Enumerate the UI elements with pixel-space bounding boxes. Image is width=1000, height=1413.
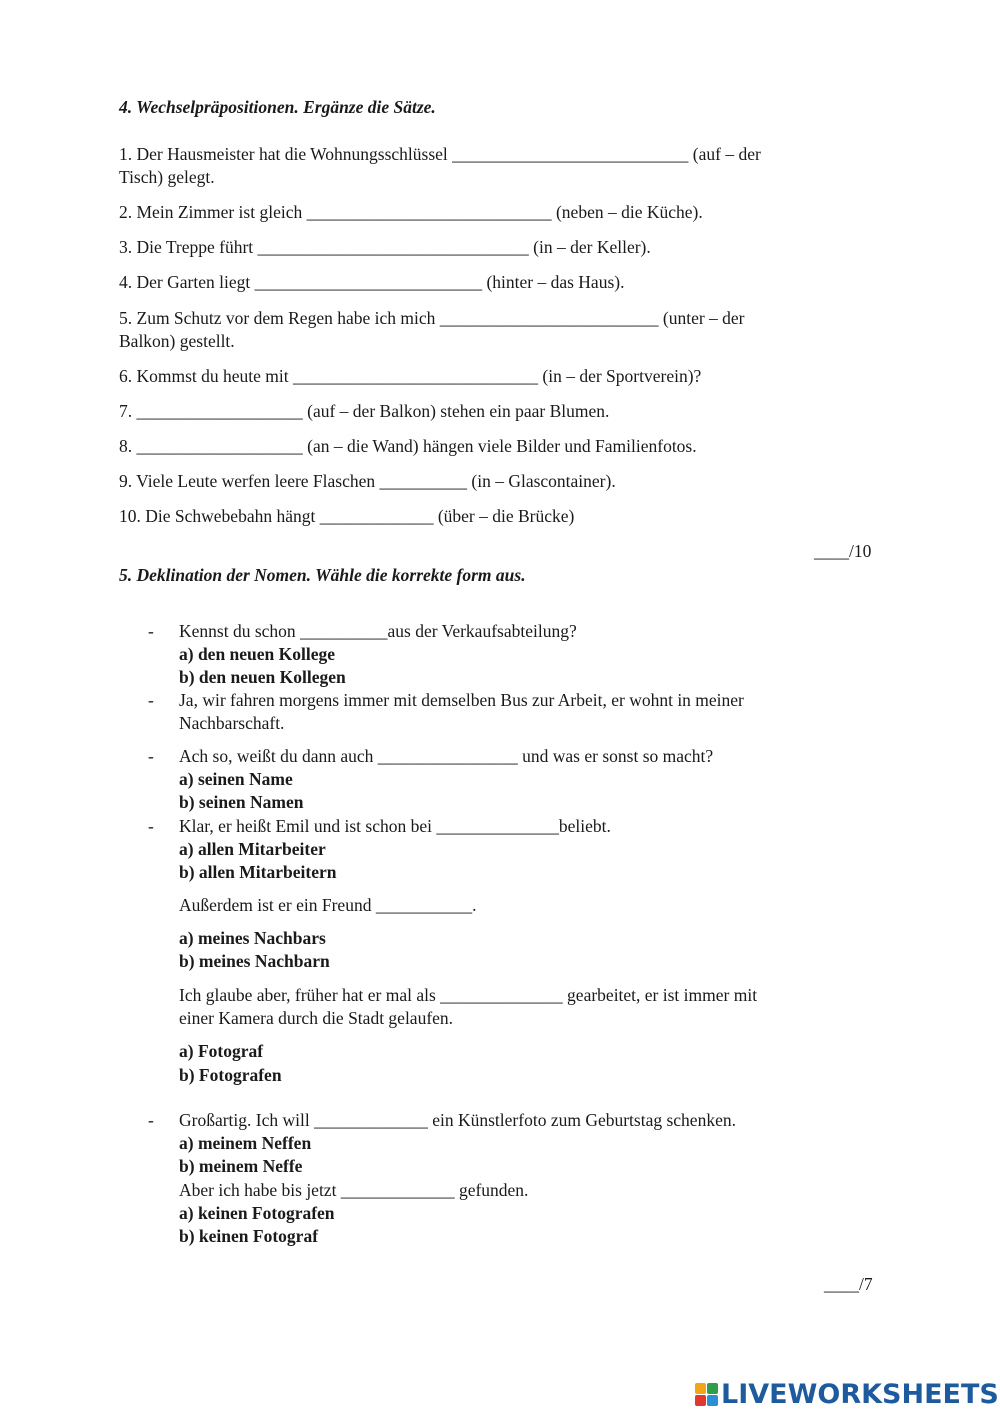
question-7-option-b[interactable]: b) keinen Fotograf	[179, 1226, 319, 1246]
exercise-item-3: 3. Die Treppe führt _______________________________ (in – der Keller).	[119, 237, 651, 257]
question-5-option-b[interactable]: b) Fotografen	[179, 1065, 282, 1085]
question-1-option-a[interactable]: a) den neuen Kollege	[179, 644, 336, 664]
question-1-option-b[interactable]: b) den neuen Kollegen	[179, 667, 346, 687]
question-4-option-b[interactable]: b) meines Nachbarn	[179, 951, 330, 971]
exercise-item-1-line2: Tisch) gelegt.	[119, 167, 215, 187]
question-5-line1: Ich glaube aber, früher hat er mal als ______________ gearbeitet, er ist immer mit	[179, 985, 758, 1005]
dialog-answer-line2: Nachbarschaft.	[179, 713, 285, 733]
exercise-item-1-line1: 1. Der Hausmeister hat die Wohnungsschlüssel ___________________________ (auf – der	[119, 144, 761, 164]
exercise-item-7: 7. ___________________ (auf – der Balkon) stehen ein paar Blumen.	[119, 401, 610, 421]
question-3-option-b[interactable]: b) allen Mitarbeitern	[179, 862, 337, 882]
exercise-item-6: 6. Kommst du heute mit ____________________________ (in – der Sportverein)?	[119, 366, 702, 386]
question-4-option-a[interactable]: a) meines Nachbars	[179, 928, 326, 948]
logo-mark-icon	[695, 1383, 718, 1406]
question-6-text: Großartig. Ich will _____________ ein Künstlerfoto zum Geburtstag schenken.	[179, 1110, 736, 1130]
exercise-item-2: 2. Mein Zimmer ist gleich ____________________________ (neben – die Küche).	[119, 202, 703, 222]
section-4-score: ____/10	[814, 541, 872, 561]
question-5-line2: einer Kamera durch die Stadt gelaufen.	[179, 1008, 454, 1028]
exercise-item-9: 9. Viele Leute werfen leere Flaschen __________ (in – Glascontainer).	[119, 471, 616, 491]
dialog-dash: -	[148, 816, 154, 836]
exercise-item-5-line2: Balkon) gestellt.	[119, 331, 235, 351]
section-5-title: 5. Deklination der Nomen. Wähle die korrekte form aus.	[119, 565, 526, 585]
question-3-text: Klar, er heißt Emil und ist schon bei ______________beliebt.	[179, 816, 611, 836]
question-3-option-a[interactable]: a) allen Mitarbeiter	[179, 839, 326, 859]
section-5-score: ____/7	[824, 1274, 873, 1294]
exercise-item-10: 10. Die Schwebebahn hängt _____________ (über – die Brücke)	[119, 506, 575, 526]
question-4-text: Außerdem ist er ein Freund ___________.	[179, 895, 477, 915]
dialog-answer-line1: Ja, wir fahren morgens immer mit demselben Bus zur Arbeit, er wohnt in meiner	[179, 690, 744, 710]
question-6-option-b[interactable]: b) meinem Neffe	[179, 1156, 303, 1176]
dialog-dash: -	[148, 690, 154, 710]
question-5-option-a[interactable]: a) Fotograf	[179, 1041, 264, 1061]
question-7-option-a[interactable]: a) keinen Fotografen	[179, 1203, 335, 1223]
dialog-dash: -	[148, 621, 154, 641]
question-2-option-b[interactable]: b) seinen Namen	[179, 792, 304, 812]
section-4-title: 4. Wechselpräpositionen. Ergänze die Sätze.	[119, 97, 436, 117]
question-1-text: Kennst du schon __________aus der Verkaufsabteilung?	[179, 621, 577, 641]
exercise-item-4: 4. Der Garten liegt __________________________ (hinter – das Haus).	[119, 272, 625, 292]
logo-text: LIVEWORKSHEETS	[721, 1378, 999, 1410]
logo-square-icon	[707, 1383, 718, 1394]
exercise-item-5-line1: 5. Zum Schutz vor dem Regen habe ich mich _________________________ (unter – der	[119, 308, 745, 328]
question-7-text: Aber ich habe bis jetzt _____________ gefunden.	[179, 1180, 529, 1200]
exercise-item-8: 8. ___________________ (an – die Wand) hängen viele Bilder und Familienfotos.	[119, 436, 697, 456]
question-2-option-a[interactable]: a) seinen Name	[179, 769, 293, 789]
question-2-text: Ach so, weißt du dann auch ________________ und was er sonst so macht?	[179, 746, 714, 766]
logo-square-icon	[695, 1383, 706, 1394]
logo-square-icon	[707, 1395, 718, 1406]
dialog-dash: -	[148, 746, 154, 766]
logo-square-icon	[695, 1395, 706, 1406]
dialog-dash: -	[148, 1110, 154, 1130]
question-6-option-a[interactable]: a) meinem Neffen	[179, 1133, 312, 1153]
liveworksheets-logo[interactable]	[695, 1376, 999, 1412]
